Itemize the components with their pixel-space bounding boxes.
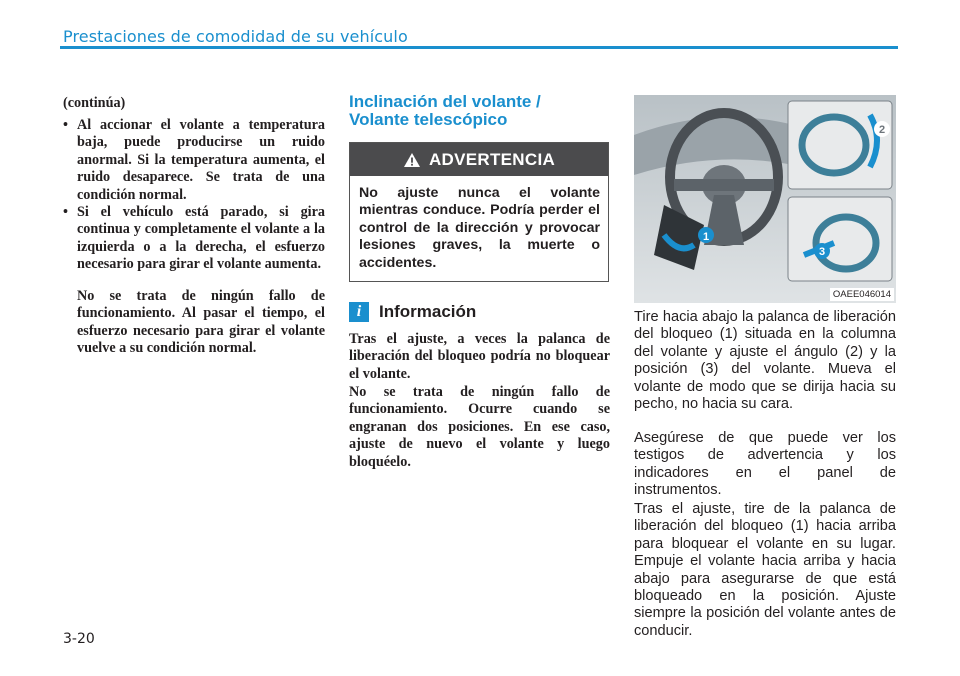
warning-header: [350, 143, 608, 176]
body-paragraph: Tire hacia abajo la palanca de liberación del bloqueo (1) situada en la columna del volante y ajuste el ángulo (2) y la posición (3) del volante. Mueva el volante de modo que se dirija hacia su pecho, no hacia su cara.: [634, 309, 896, 413]
list-item: [63, 117, 325, 204]
body-paragraph: Asegúrese de que puede ver los testigos de advertencia y los indicadores en el panel de instrumentos.: [634, 430, 896, 499]
bullet-text: Si el vehículo está parado, si gira continua y completamente el volante a la izquierda o a la derecha, el esfuerzo necesario para girar el volante aumenta.: [77, 204, 325, 273]
callout-1: 1: [702, 231, 710, 243]
bullet-dot: •: [63, 117, 68, 133]
steering-wheel-image: [634, 95, 896, 303]
info-icon: i: [349, 302, 369, 322]
page-section-title: Prestaciones de comodidad de su vehículo: [63, 27, 408, 46]
section-heading-line: Volante telescópico: [349, 110, 508, 129]
warning-text: No ajuste nunca el volante mientras conduce. Podría perder el control de la dirección y provocar lesiones graves, la muerte o accidentes.: [359, 185, 600, 271]
page-number: 3-20: [63, 631, 95, 647]
header-rule: [60, 46, 898, 49]
info-paragraph: Tras el ajuste, a veces la palanca de liberación del bloqueo podría no bloquear el volante.: [349, 331, 610, 382]
section-heading: [349, 93, 610, 129]
steering-wheel-illustration: [634, 95, 896, 303]
bullet-text: Al accionar el volante a temperatura baja, puede producirse un ruido anormal. Si la temperatura aumenta, el ruido desaparece. Se trata de una condición normal.: [77, 117, 325, 203]
continued-label: (continúa): [63, 95, 126, 111]
callout-3: 3: [818, 246, 826, 258]
callout-2: 2: [878, 124, 886, 136]
warning-heading: ADVERTENCIA: [428, 149, 556, 169]
section-heading-line: Inclinación del volante /: [349, 92, 541, 111]
warning-box: [349, 142, 609, 282]
info-paragraph: No se trata de ningún fallo de funcionamiento. Ocurre cuando se engranan dos posiciones. En ese caso, ajuste de nuevo el volante y luego bloquéelo.: [349, 384, 610, 470]
warning-triangle-icon: [403, 152, 421, 168]
info-heading: Información: [379, 302, 477, 321]
bullet-continuation: No se trata de ningún fallo de funcionamiento. Al pasar el tiempo, el esfuerzo necesario para girar el volante vuelve a su condición normal.: [77, 288, 325, 357]
body-paragraph: Tras el ajuste, tire de la palanca de liberación del bloqueo (1) hacia arriba para bloquear el volante en su lugar. Empuje el volante hacia arriba y hacia abajo para asegurarse de que está bloqueado en la posición. Ajuste siempre la posición del volante antes de conducir.: [634, 501, 896, 639]
bullet-dot: •: [63, 204, 68, 220]
list-item: [63, 204, 325, 274]
figure-code: OAEE046014: [830, 288, 894, 301]
info-heading-row: [349, 302, 476, 322]
